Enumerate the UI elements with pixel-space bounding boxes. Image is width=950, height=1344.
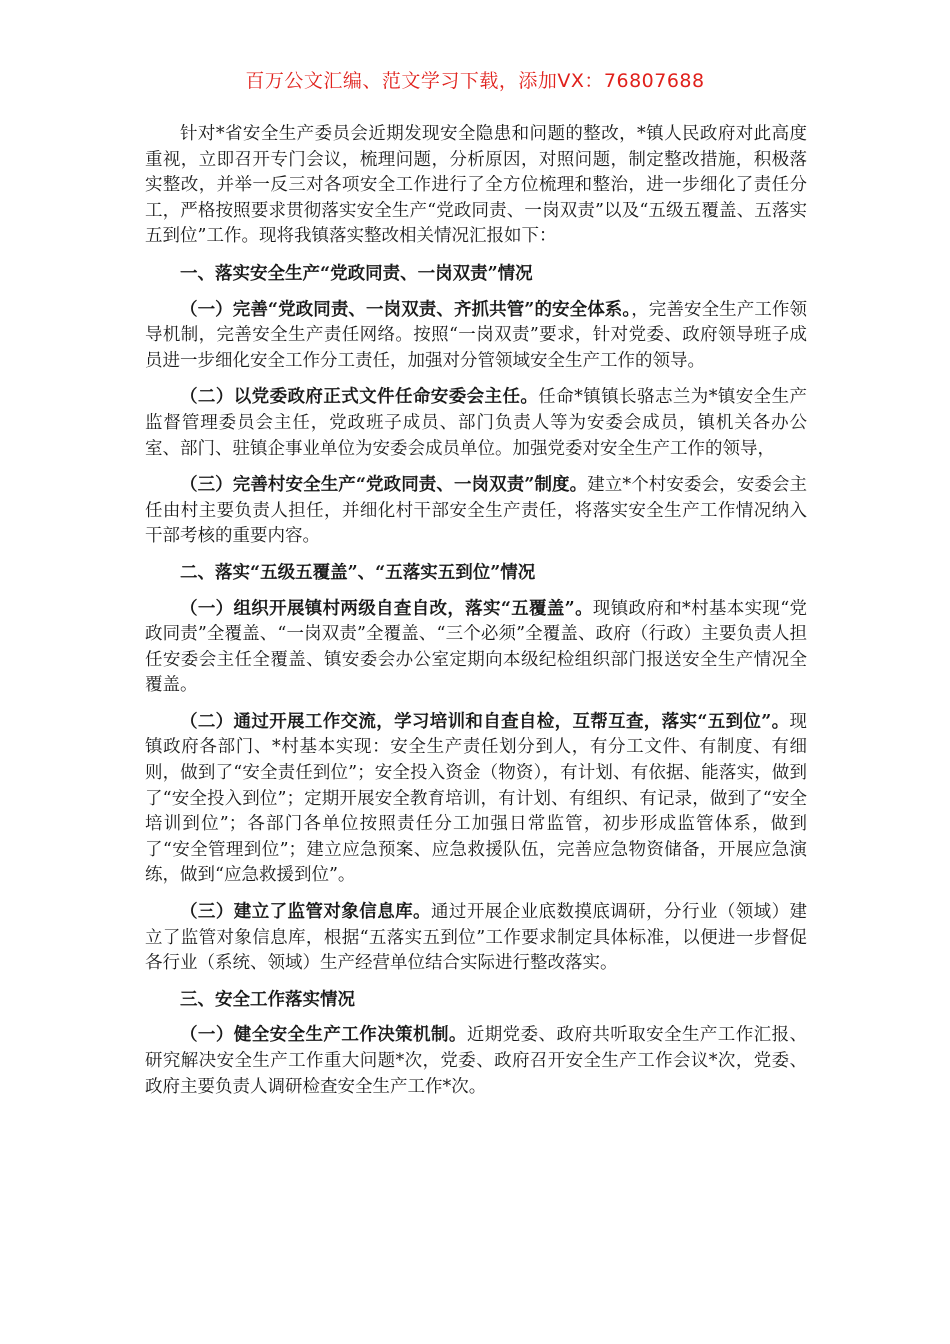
item-title: （一）组织开展镇村两级自查自改，落实“五覆盖”。	[180, 598, 593, 619]
section-heading-3: 三、安全工作落实情况	[180, 989, 355, 1010]
intro-paragraph: 针对*省安全生产委员会近期发现安全隐患和问题的整改，*镇人民政府对此高度重视，立即召开专门会议，梳理问题，分析原因，对照问题，制定整改措施，积极落实整改，并举一反三对各项安全工作进行了全方位梳理和整治，进一步细化了责任分工，严格按照要求贯彻落实安全生产“党政同责、一岗双责”以及“五级五覆盖、五落实五到位”工作。现将我镇落实整改相关情况汇报如下：	[145, 124, 807, 247]
download-banner: 百万公文汇编、范文学习下载，添加VX：76807688	[245, 70, 705, 92]
item-title: （一）完善“党政同责、一岗双责、齐抓共管”的安全体系。	[180, 299, 632, 320]
document-body	[145, 122, 807, 1111]
item-title: （一）健全安全生产工作决策机制。	[180, 1025, 467, 1046]
item-title: （二）以党委政府正式文件任命安委会主任。	[180, 387, 539, 408]
item-title: （二）通过开展工作交流，学习培训和自查自检，互帮互查，落实“五到位”。	[180, 711, 790, 732]
item-body: ，完善安全生产工作领导机制，完善安全生产责任网络。按照“一岗双责”要求，针对党委、政府领导班子成员进一步细化安全工作分工责任，加强对分管领域安全生产工作的领导。	[145, 299, 807, 371]
item-body: 近期党委、政府共听取安全生产工作汇报、研究解决安全生产工作重大问题*次，党委、政府召开安全生产工作会议*次，党委、政府主要负责人调研检查安全生产工作*次。	[145, 1025, 808, 1097]
section-1-item-1	[145, 298, 807, 375]
section-2-item-3	[145, 900, 807, 977]
section-1-item-3	[145, 473, 807, 550]
section-heading-1: 一、落实安全生产“党政同责、一岗双责”情况	[180, 263, 533, 284]
section-heading-2: 二、落实“五级五覆盖”、“五落实五到位”情况	[180, 562, 536, 583]
section-2-item-1	[145, 597, 807, 699]
item-title: （三）完善村安全生产“党政同责、一岗双责”制度。	[180, 475, 588, 496]
item-title: （三）建立了监管对象信息库。	[180, 902, 431, 923]
item-body: 任命*镇镇长骆志兰为*镇安全生产监督管理委员会主任，党政班子成员、部门负责人等为安委会成员，镇机关各办公室、部门、驻镇企事业单位为安委会成员单位。加强党委对安全生产工作的领导，	[145, 387, 808, 459]
item-body: 现镇政府和*村基本实现“党政同责”全覆盖、“一岗双责”全覆盖、“三个必须”全覆盖、政府（行政）主要负责人担任安委会主任全覆盖、镇安委会办公室定期向本级纪检组织部门报送安全生产情况全覆盖。	[145, 598, 807, 696]
section-2-item-2	[145, 710, 807, 889]
section-1-item-2	[145, 385, 807, 462]
section-3-item-1	[145, 1023, 807, 1100]
item-body: 通过开展企业底数摸底调研，分行业（领域）建立了监管对象信息库，根据“五落实五到位”工作要求制定具体标准，以便进一步督促各行业（系统、领域）生产经营单位结合实际进行整改落实。	[145, 902, 808, 974]
item-body: 建立*个村安委会，安委会主任由村主要负责人担任，并细化村干部安全生产责任，将落实安全生产工作情况纳入干部考核的重要内容。	[145, 475, 807, 547]
item-body: 现镇政府各部门、*村基本实现：安全生产责任划分到人，有分工文件、有制度、有细则，做到了“安全责任到位”；安全投入资金（物资），有计划、有依据、能落实，做到了“安全投入到位”；定期开展安全教育培训，有计划、有组织、有记录，做到了“安全培训到位”；各部门各单位按照责任分工加强日常监管，初步形成监管体系，做到了“安全管理到位”；建立应急预案、应急救援队伍，完善应急物资储备，开展应急演练，做到“应急救援到位”。	[145, 711, 807, 886]
